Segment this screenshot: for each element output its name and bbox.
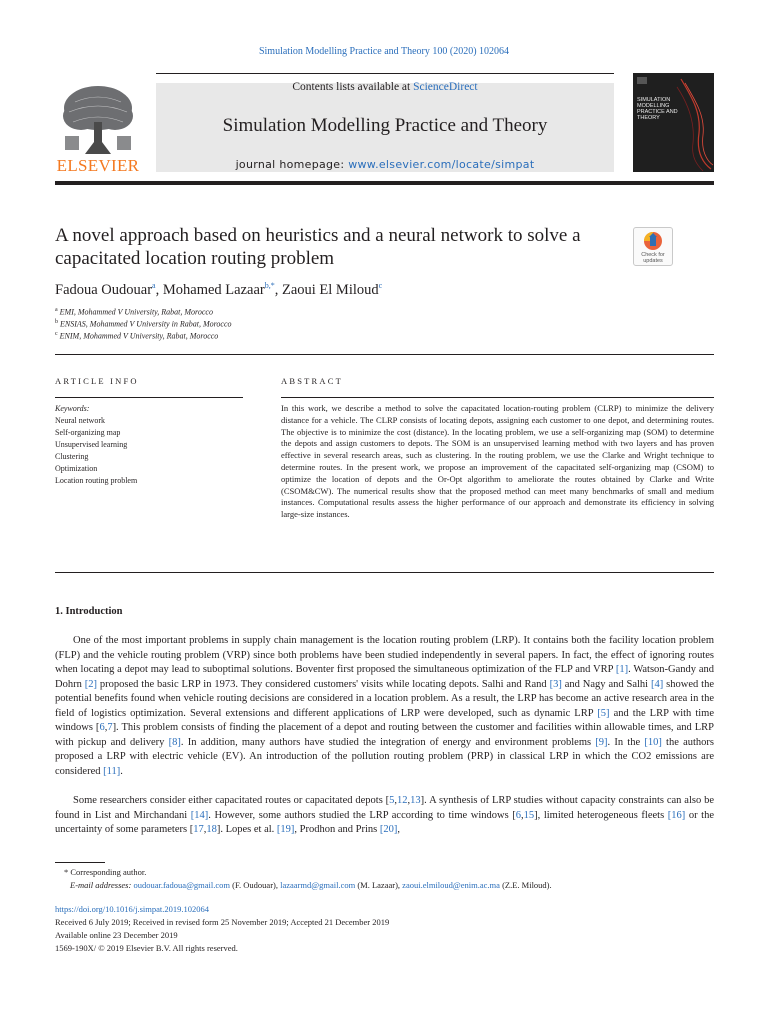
body-text: showed the potential benefits found when vehicle routing decisions are considered in a location problem. As a result, the LRP has become an active research area in the field of logistics optimization. Several extensions and different applications of LRP were developed, such as dynamic LRP [55, 678, 714, 719]
affiliation-text: EMI, Mohammed V University, Rabat, Morocco [59, 307, 213, 317]
doi-link[interactable]: https://doi.org/10.1016/j.simpat.2019.102064 [55, 904, 210, 914]
abstract-heading: ABSTRACT [281, 376, 343, 386]
check-for-updates-badge[interactable] [633, 227, 673, 266]
journal-title: Simulation Modelling Practice and Theory [222, 115, 548, 136]
keyword-item: Clustering [55, 452, 89, 461]
author-affiliation-mark[interactable]: a [152, 281, 156, 290]
affiliation-mark: b [55, 319, 58, 325]
homepage-prefix: journal homepage: [235, 158, 349, 171]
corresponding-author-note: * Corresponding author. [64, 867, 147, 877]
contents-prefix: Contents lists available at [292, 81, 414, 93]
homepage-link[interactable]: www.elsevier.com/locate/simpat [348, 158, 535, 171]
citation-link[interactable]: [20] [379, 824, 398, 835]
abstract-rule [281, 397, 714, 398]
author-separator: , [155, 281, 163, 298]
body-text: One of the most important problems in supply chain management is the location routing problem (LRP). It contains both the facility location problem (FLP) and the vehicle routing problem (VRP) since both problems have been studied independently in several papers. In fact, the effect of ignoring routes when locating a depot may lead to suboptimal solutions. Boventer first proposed the simultaneous optimization of the FLP and VRP [55, 635, 714, 675]
body-text: ]. Lopes et al. [216, 824, 277, 835]
intro-paragraph-2 [55, 794, 714, 838]
citation-link[interactable]: 17 [193, 824, 204, 835]
check-for-updates-label: Check for updates [641, 252, 665, 264]
footnote-rule [55, 862, 105, 863]
contents-line [156, 81, 614, 93]
body-text: , [521, 809, 524, 821]
author-name[interactable]: Zaoui El Miloud [281, 281, 379, 298]
received-dates: Received 6 July 2019; Received in revised form 25 November 2019; Accepted 21 December 2019 [55, 917, 390, 927]
keyword-item: Neural network [55, 416, 105, 425]
citation-link[interactable]: 5 [389, 795, 395, 806]
journal-citation-link[interactable]: Simulation Modelling Practice and Theory 100 (2020) 102064 [258, 46, 510, 57]
affiliation-mark: a [55, 307, 58, 313]
body-text: Some researchers consider either capacitated routes or capacitated depots [ [73, 795, 390, 806]
elsevier-wordmark: ELSEVIER [56, 156, 140, 175]
body-text: . In the [607, 736, 645, 748]
author-separator: , [274, 281, 282, 298]
sciencedirect-link[interactable]: ScienceDirect [413, 81, 478, 93]
affiliation-text: ENIM, Mohammed V University, Rabat, Morocco [59, 331, 219, 341]
citation-link[interactable]: [11] [103, 765, 121, 777]
article-title: A novel approach based on heuristics and a neural network to solve a capacitated location routing problem [55, 225, 581, 269]
affiliation-text: ENSIAS, Mohammed V University in Rabat, Morocco [60, 319, 232, 329]
intro-paragraph-1 [55, 634, 714, 779]
citation-link[interactable]: [14] [190, 809, 209, 821]
body-text: and Nagy and Salhi [561, 678, 652, 690]
body-text: , Prodhon and Prins [294, 824, 380, 835]
journal-cover-thumbnail[interactable] [633, 73, 714, 172]
affiliation-c [55, 331, 218, 341]
email-owner: (F. Oudouar), [230, 880, 281, 890]
affiliation-b [55, 319, 232, 329]
citation-link[interactable]: 12 [397, 795, 408, 806]
citation-link[interactable]: 13 [410, 795, 421, 806]
keyword-item: Location routing problem [55, 476, 138, 485]
abstract-body: In this work, we describe a method to solve the capacitated location-routing problem (CLRP) to minimize the delivery distance for a vehicle. The CLRP consists of locating depots, assigning each customer to one depot, and determining routes. The objective is to minimize the cost (distance). In the locating problem, we use a self-organizing map (SOM) to determine the depots and assign customers to depots. The SOM is an unsupervised learning method with two layers and has proven effective in several research areas, such as clustering. In the routing problem, we use the Clarke and Wright technique to determine routes. In the present work, we propose an improvement of the capacitated self-organizing map (CSOM) to optimize the location of depots and the Or-Opt algorithm to ameliorate the routes obtained by Clarke and Write (CSOM&CW). The numerical results show that the proposed method can meet many benchmarks of small and medium instances. Computational results assess the higher performance of our approach and demonstrate its efficiency in solving large-size instances. [281, 403, 714, 520]
body-text: the authors proposed a LRP with electric vehicle (EV). An introduction of the pollution routing problem (PRP) in classical LRP in which the CO2 emissions are considered [55, 736, 714, 777]
email-link[interactable]: oudouar.fadoua@gmail.com [133, 880, 231, 890]
citation-link[interactable]: [3] [549, 678, 562, 690]
keyword-item: Unsupervised learning [55, 440, 128, 449]
affiliation-divider [55, 354, 714, 355]
email-addresses [70, 880, 552, 890]
article-info-rule [55, 397, 243, 398]
author-name[interactable]: Fadoua Oudouar [55, 281, 153, 298]
citation-link[interactable]: [8] [168, 736, 181, 748]
body-text: ]. A synthesis of LRP studies without capacity constraints can also be found in List and Mirchandani [55, 795, 714, 821]
affiliation-mark: c [55, 331, 58, 337]
body-text: , [407, 795, 411, 806]
keyword-item: Self-organizing map [55, 428, 121, 437]
body-text: . [120, 765, 123, 777]
citation-link[interactable]: 6 [515, 809, 522, 821]
section-heading-introduction: 1. Introduction [55, 606, 123, 617]
author-name[interactable]: Mohamed Lazaar [162, 281, 265, 298]
email-label: E-mail addresses: [70, 880, 134, 890]
keyword-item: Optimization [55, 464, 98, 473]
body-text: . Watson-Gandy and Dohrn [55, 664, 714, 690]
citation-link[interactable]: [4] [651, 678, 664, 690]
abstract-divider [55, 572, 714, 573]
body-text: and the LRP with time windows [ [55, 707, 715, 733]
citation-link[interactable]: [10] [644, 736, 662, 748]
email-owner: (Z.E. Miloud). [499, 880, 552, 890]
author-affiliation-mark[interactable]: c [378, 281, 383, 290]
copyright-line: 1569-190X/ © 2019 Elsevier B.V. All rights reserved. [55, 943, 238, 953]
citation-link[interactable]: [9] [595, 736, 608, 748]
header-top-rule [156, 73, 614, 74]
check-for-updates-icon [634, 228, 672, 252]
citation-link[interactable]: [1] [615, 664, 629, 675]
email-link[interactable]: zaoui.elmiloud@enim.ac.ma [402, 880, 500, 890]
citation-link[interactable]: 7 [107, 722, 113, 733]
citation-link[interactable]: [19] [276, 824, 295, 835]
body-text: ]. This problem consists of finding the placement of a depot and routing between the customer and facilities within allowable times, and LRP with pickup and delivery [55, 722, 714, 748]
affiliation-a [55, 307, 213, 317]
citation-link[interactable]: 18 [206, 824, 217, 835]
citation-link[interactable]: [16] [667, 809, 686, 821]
header-thick-rule [55, 181, 714, 185]
author-list [55, 281, 382, 299]
body-text: , [394, 795, 398, 806]
body-text: proposed the basic LRP in 1973. They considered customers' visits while locating depots. Salhi and Rand [97, 678, 550, 690]
email-link[interactable]: lazaarmd@gmail.com [280, 880, 356, 890]
body-text: , [397, 824, 400, 835]
author-affiliation-mark[interactable]: b,* [264, 281, 275, 290]
homepage-line [156, 158, 614, 171]
body-text: . In addition, many authors have studied the integration of energy and environment problems [180, 736, 596, 748]
body-text: or the uncertainty of some parameters [ [55, 809, 714, 835]
body-text: . However, some authors studied the LRP according to time windows [ [208, 809, 516, 821]
body-text: , [203, 824, 207, 835]
keywords-label: Keywords: [55, 404, 90, 413]
cover-title: SIMULATION MODELLING PRACTICE AND THEORY [637, 97, 678, 121]
article-info-heading: ARTICLE INFO [55, 376, 139, 386]
body-text: ], limited heterogeneous fleets [534, 809, 668, 821]
citation-link[interactable]: [2] [84, 678, 97, 690]
body-text: , [104, 722, 108, 733]
citation-link[interactable]: [5] [597, 707, 610, 719]
citation-link[interactable]: 6 [99, 722, 105, 733]
citation-link[interactable]: 15 [523, 809, 535, 821]
available-online-date: Available online 23 December 2019 [55, 930, 178, 940]
email-owner: (M. Lazaar), [355, 880, 403, 890]
